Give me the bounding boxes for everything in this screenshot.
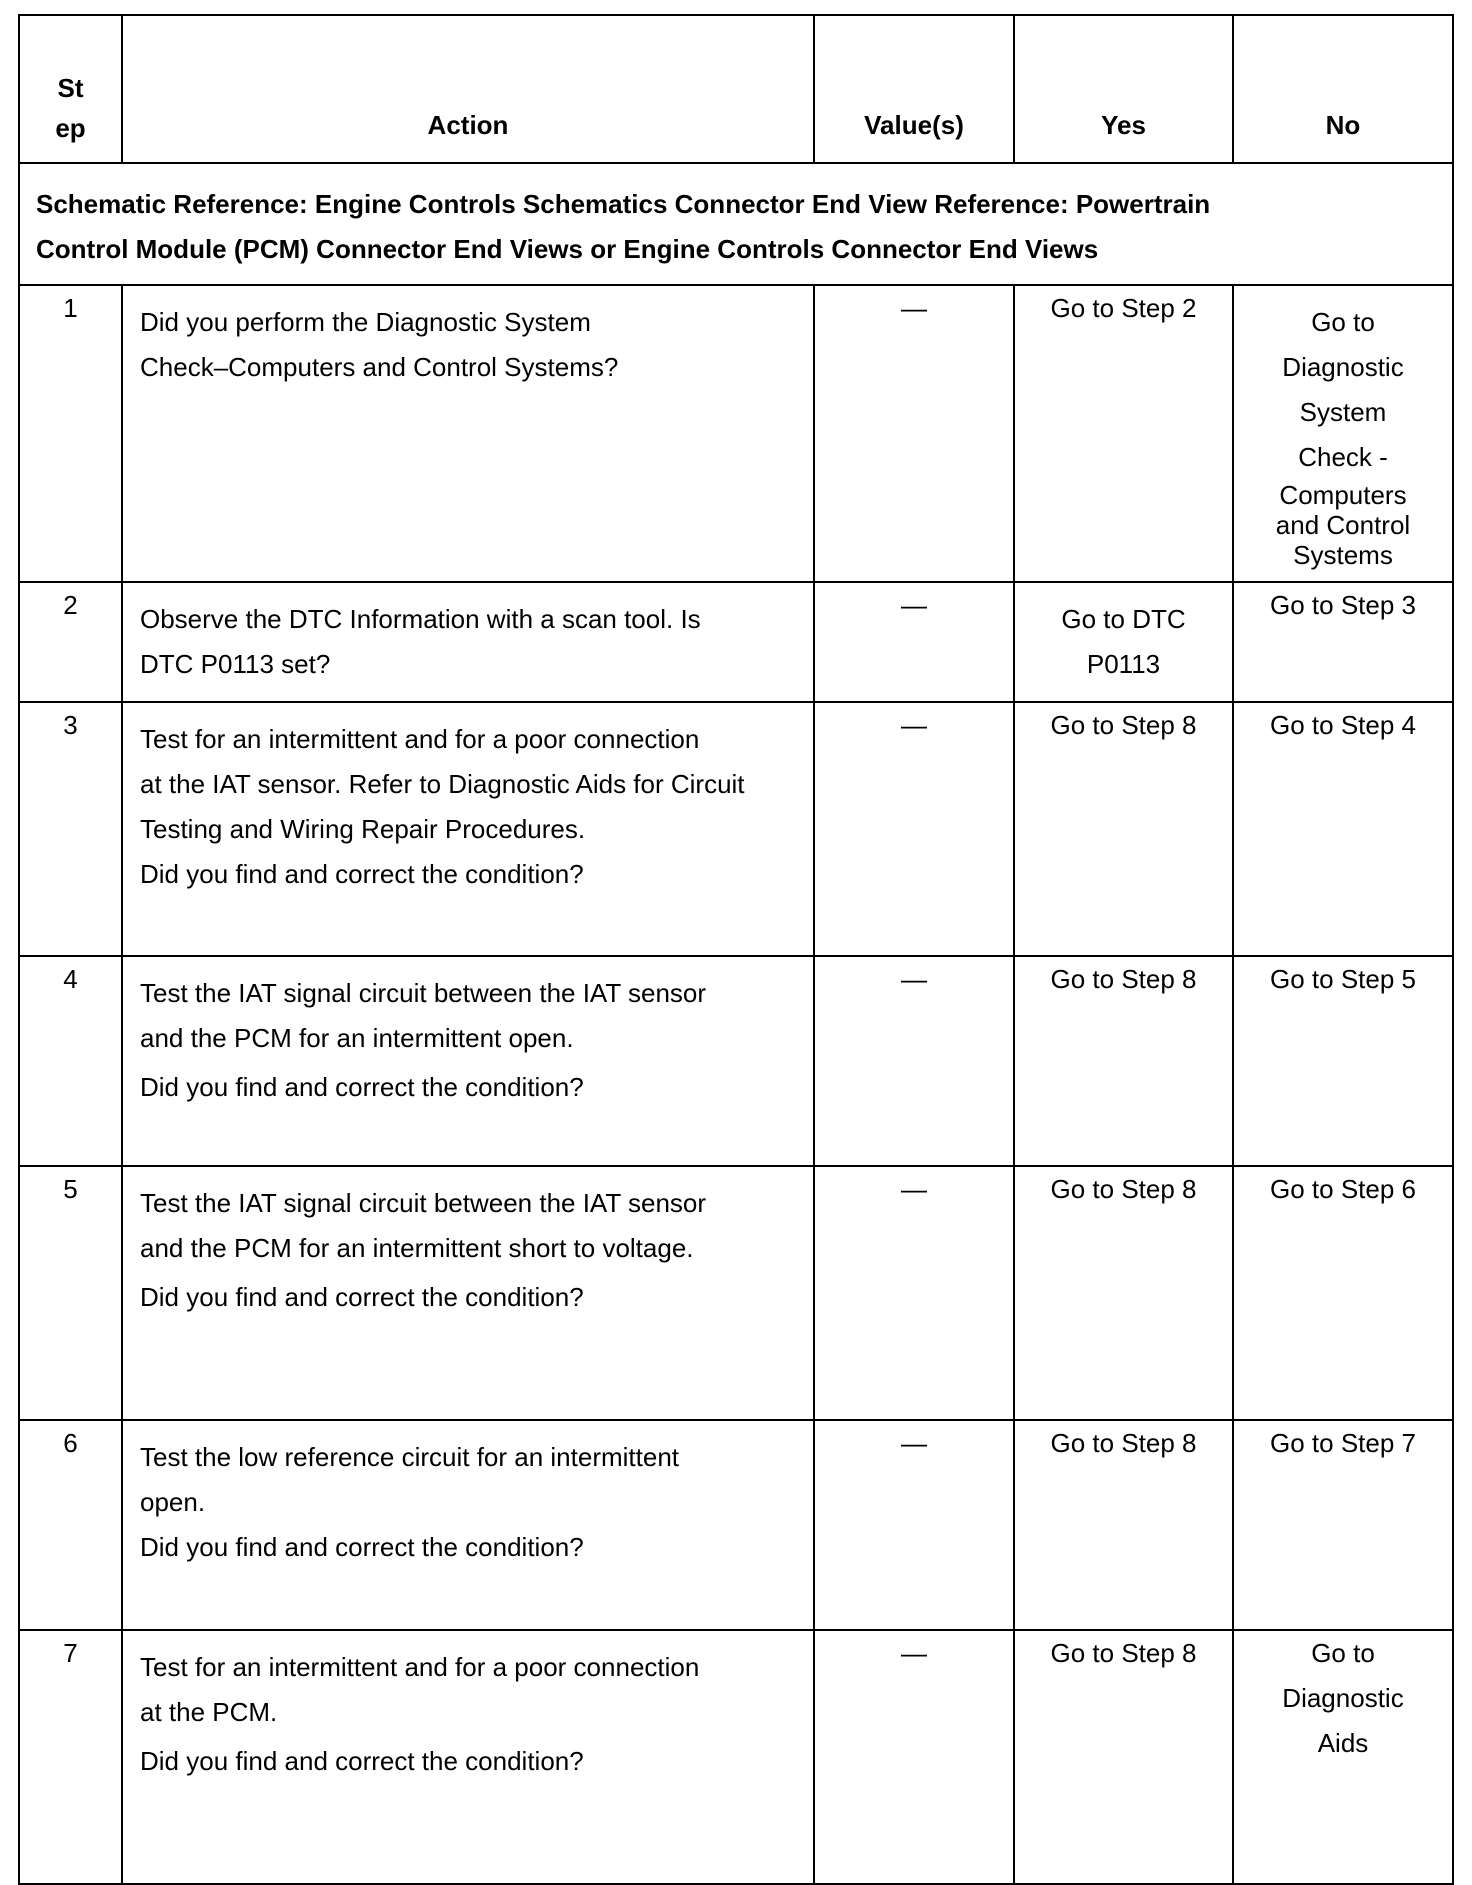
- action-cell: [122, 956, 814, 1166]
- header-action: Action: [122, 15, 814, 163]
- yes-cell: [1014, 702, 1233, 956]
- header-row: [19, 15, 1453, 163]
- yes-cell: [1014, 582, 1233, 702]
- no-link[interactable]: Aids: [1317, 1728, 1369, 1758]
- action-line: at the IAT sensor. Refer to Diagnostic Aids for Circuit: [140, 769, 745, 799]
- value-cell: —: [814, 956, 1014, 1166]
- no-cell: [1233, 285, 1453, 582]
- action-line: and the PCM for an intermittent short to voltage.: [140, 1233, 694, 1263]
- table-row: [19, 956, 1453, 1166]
- no-link[interactable]: Diagnostic: [1282, 1683, 1404, 1713]
- action-question: Did you find and correct the condition?: [140, 1282, 584, 1312]
- action-cell: [122, 285, 814, 582]
- step-number: 5: [19, 1166, 122, 1420]
- action-cell: [122, 1166, 814, 1420]
- no-link[interactable]: Systems: [1293, 540, 1393, 570]
- no-link[interactable]: Diagnostic: [1282, 352, 1404, 382]
- step-number: 2: [19, 582, 122, 702]
- table-row: [19, 1420, 1453, 1630]
- step-number: 1: [19, 285, 122, 582]
- no-link[interactable]: Computers: [1279, 480, 1407, 510]
- action-question: Did you find and correct the condition?: [140, 859, 584, 889]
- no-cell: [1233, 702, 1453, 956]
- table-row: [19, 582, 1453, 702]
- no-cell: [1233, 1166, 1453, 1420]
- no-link[interactable]: Go to Step 6: [1270, 1174, 1416, 1204]
- no-link[interactable]: Go to: [1311, 1638, 1375, 1668]
- action-line: at the PCM.: [140, 1697, 278, 1727]
- header-yes: Yes: [1014, 15, 1233, 163]
- no-cell: [1233, 1630, 1453, 1884]
- no-link[interactable]: System: [1299, 397, 1387, 427]
- action-line: and the PCM for an intermittent open.: [140, 1023, 574, 1053]
- yes-link[interactable]: Go to Step 8: [1050, 1428, 1197, 1458]
- yes-link[interactable]: Go to DTC: [1061, 604, 1186, 634]
- action-cell: [122, 702, 814, 956]
- action-line: Test the IAT signal circuit between the IAT sensor: [140, 978, 707, 1008]
- value-cell: —: [814, 1166, 1014, 1420]
- action-question: Did you find and correct the condition?: [140, 1746, 584, 1776]
- table-row: [19, 1630, 1453, 1884]
- table-row: [19, 702, 1453, 956]
- yes-cell: [1014, 1630, 1233, 1884]
- table-row: [19, 285, 1453, 582]
- yes-cell: [1014, 1420, 1233, 1630]
- step-number: 6: [19, 1420, 122, 1630]
- no-cell: [1233, 582, 1453, 702]
- no-link[interactable]: and Control: [1275, 510, 1411, 540]
- action-cell: [122, 1630, 814, 1884]
- yes-cell: [1014, 285, 1233, 582]
- action-cell: [122, 582, 814, 702]
- action-line: Test the IAT signal circuit between the IAT sensor: [140, 1188, 707, 1218]
- action-question: Did you find and correct the condition?: [140, 1532, 584, 1562]
- header-no: No: [1233, 15, 1453, 163]
- reference-line-1: Schematic Reference: Engine Controls Schematics Connector End View Reference: Powertrain: [36, 189, 1211, 219]
- yes-link[interactable]: Go to Step 8: [1050, 964, 1197, 994]
- yes-link[interactable]: Go to Step 8: [1050, 1174, 1197, 1204]
- action-line: Check–Computers and Control Systems?: [140, 352, 619, 382]
- action-line: open.: [140, 1487, 206, 1517]
- step-number: 3: [19, 702, 122, 956]
- value-cell: —: [814, 1420, 1014, 1630]
- no-link[interactable]: Go to Step 7: [1270, 1428, 1416, 1458]
- header-values: Value(s): [814, 15, 1014, 163]
- value-cell: —: [814, 702, 1014, 956]
- schematic-reference: [19, 163, 1453, 285]
- table-row: [19, 1166, 1453, 1420]
- no-cell: [1233, 1420, 1453, 1630]
- yes-link[interactable]: P0113: [1086, 649, 1161, 679]
- action-line: DTC P0113 set?: [140, 649, 331, 679]
- yes-link[interactable]: Go to Step 8: [1050, 1638, 1197, 1668]
- step-number: 7: [19, 1630, 122, 1884]
- value-cell: —: [814, 1630, 1014, 1884]
- no-link[interactable]: Go to: [1311, 307, 1375, 337]
- diagnostic-table: [18, 14, 1454, 1885]
- yes-link[interactable]: Go to Step 2: [1050, 293, 1197, 323]
- yes-link[interactable]: Go to Step 8: [1050, 710, 1197, 740]
- no-link[interactable]: Go to Step 5: [1270, 964, 1416, 994]
- no-link[interactable]: Go to Step 3: [1270, 590, 1416, 620]
- header-step: [19, 15, 122, 163]
- yes-cell: [1014, 1166, 1233, 1420]
- yes-cell: [1014, 956, 1233, 1166]
- no-link[interactable]: Check -: [1298, 442, 1388, 472]
- action-line: Observe the DTC Information with a scan tool. Is: [140, 604, 701, 634]
- value-cell: —: [814, 582, 1014, 702]
- no-cell: [1233, 956, 1453, 1166]
- action-line: Test for an intermittent and for a poor connection: [140, 1652, 700, 1682]
- no-link[interactable]: Go to Step 4: [1270, 710, 1416, 740]
- action-line: Did you perform the Diagnostic System: [140, 307, 591, 337]
- header-step-line-1: St: [57, 73, 84, 103]
- header-step-line-2: ep: [55, 113, 86, 143]
- action-line: Test for an intermittent and for a poor connection: [140, 724, 700, 754]
- value-cell: —: [814, 285, 1014, 582]
- action-question: Did you find and correct the condition?: [140, 1072, 584, 1102]
- reference-row: [19, 163, 1453, 285]
- reference-line-2: Control Module (PCM) Connector End Views or Engine Controls Connector End Views: [36, 234, 1099, 264]
- step-number: 4: [19, 956, 122, 1166]
- action-line: Test the low reference circuit for an intermittent: [140, 1442, 680, 1472]
- action-line: Testing and Wiring Repair Procedures.: [140, 814, 586, 844]
- action-cell: [122, 1420, 814, 1630]
